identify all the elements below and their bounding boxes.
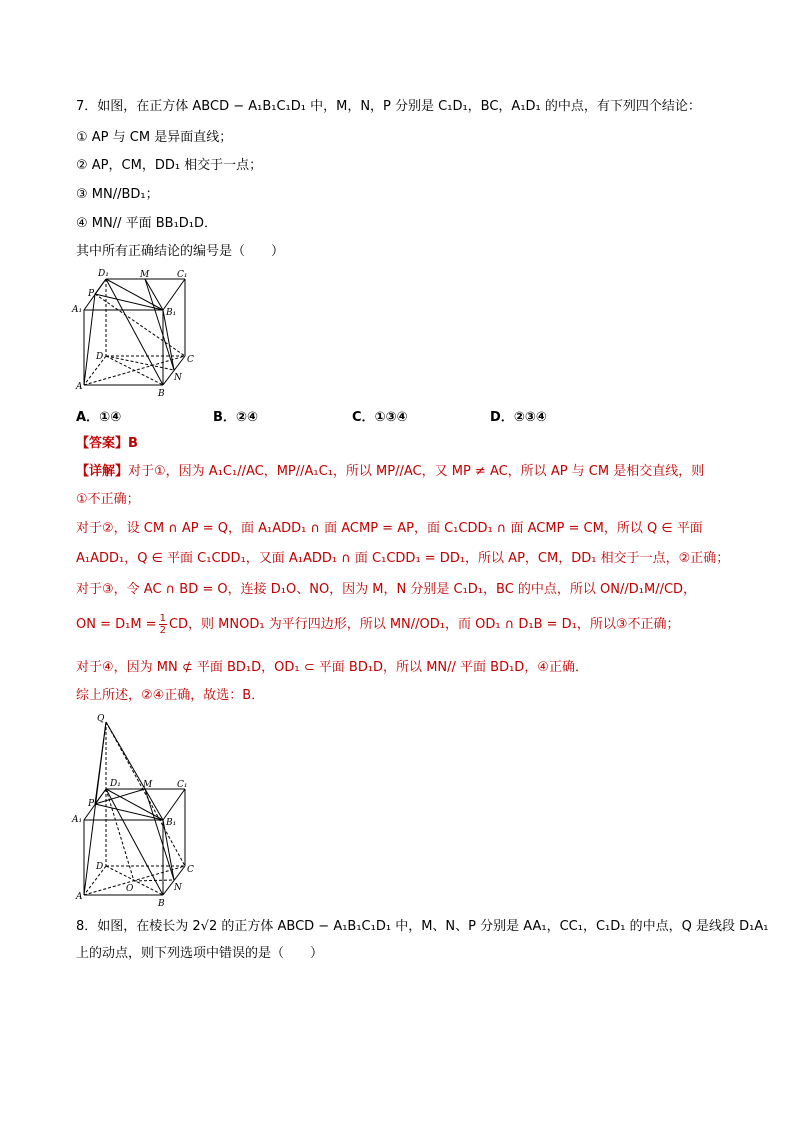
q8-stem-line-1: 8．如图，在棱长为 2√2 的正方体 ABCD − A₁B₁C₁D₁ 中，M、N、P 分别是 AA₁，CC₁，C₁D₁ 的中点，Q 是线段 D₁A₁: [76, 919, 769, 934]
detail-tag: 【详解】: [76, 464, 129, 479]
fig2-label-c: C: [187, 865, 194, 875]
fig1-label-a: A: [76, 382, 83, 392]
fig2-label-a: A: [76, 892, 83, 902]
answer-line: [76, 434, 138, 454]
fig1-label-b1: B₁: [166, 308, 177, 318]
fig2-label-p: P: [88, 799, 95, 809]
detail-line-1: [76, 462, 704, 482]
answer-value: B: [128, 436, 138, 451]
fraction-denominator: 2: [159, 625, 166, 636]
q7-option-a[interactable]: A．①④: [76, 410, 122, 425]
q7-statement-2: ② AP，CM，DD₁ 相交于一点；: [76, 158, 263, 173]
fig1-label-c1: C₁: [177, 270, 188, 280]
detail-line-7: 对于④，因为 MN ⊄ 平面 BD₁D，OD₁ ⊂ 平面 BD₁D，所以 MN// 平面 BD₁D，④正确．: [76, 660, 588, 675]
q7-cube-figure: [70, 268, 200, 403]
q8-stem-line-2: 上的动点，则下列选项中错误的是（ ）: [76, 946, 324, 961]
q7-question: 其中所有正确结论的编号是（ ）: [76, 244, 285, 259]
fraction-one-half: [159, 613, 167, 636]
fig2-label-m: M: [143, 780, 153, 790]
fig1-label-c: C: [187, 355, 194, 365]
fig1-label-n: N: [174, 373, 182, 383]
detail-text-6b: CD，则 MNOD₁ 为平行四边形，所以 MN//OD₁，而 OD₁ ∩ D₁B = D₁，所以③不正确；: [168, 617, 680, 632]
q7-option-b[interactable]: B．②④: [213, 410, 258, 425]
fig1-label-d: D: [96, 352, 104, 362]
fraction-numerator: 1: [159, 613, 166, 624]
fig2-label-n: N: [174, 883, 182, 893]
fig2-label-b: B: [158, 899, 165, 909]
q7-statement-1: ① AP 与 CM 是异面直线；: [76, 130, 233, 145]
q7-statement-4: ④ MN// 平面 BB₁D₁D．: [76, 216, 218, 231]
solution-cube-figure: [70, 710, 200, 910]
answer-tag: 【答案】: [76, 436, 129, 451]
detail-text-1: 对于①，因为 A₁C₁//AC，MP//A₁C₁，所以 MP//AC，又 MP ≠ AC，所以 AP 与 CM 是相交直线，则: [128, 464, 705, 479]
fig1-label-d1: D₁: [98, 269, 109, 279]
fig2-label-d: D: [96, 862, 104, 872]
detail-line-5: 对于③，令 AC ∩ BD = O，连接 D₁O、NO，因为 M，N 分别是 C₁D₁，BC 的中点，所以 ON//D₁M//CD，: [76, 582, 697, 597]
fig1-label-a1: A₁: [72, 305, 83, 315]
fig2-label-a1: A₁: [72, 815, 83, 825]
q7-option-d[interactable]: D．②③④: [490, 410, 547, 425]
detail-line-6: [76, 613, 680, 636]
detail-line-2: ①不正确；: [76, 492, 140, 507]
q7-option-c[interactable]: C．①③④: [352, 410, 408, 425]
fig2-label-c1: C₁: [177, 780, 188, 790]
fig1-label-b: B: [158, 389, 165, 399]
fig2-label-o: O: [126, 884, 134, 894]
fig2-label-b1: B₁: [166, 818, 177, 828]
fig1-label-m: M: [140, 270, 150, 280]
fig2-label-d1: D₁: [110, 779, 121, 789]
fig1-label-p: P: [88, 289, 95, 299]
q7-stem: 7．如图，在正方体 ABCD − A₁B₁C₁D₁ 中，M，N，P 分别是 C₁D₁，BC，A₁D₁ 的中点，有下列四个结论：: [76, 99, 701, 114]
fig2-label-q: Q: [97, 714, 105, 724]
detail-line-3: 对于②，设 CM ∩ AP = Q，面 A₁ADD₁ ∩ 面 ACMP = AP，面 C₁CDD₁ ∩ 面 ACMP = CM，所以 Q ∈ 平面: [76, 521, 703, 536]
detail-line-8: 综上所述，②④正确，故选：B．: [76, 688, 265, 703]
detail-line-4: A₁ADD₁，Q ∈ 平面 C₁CDD₁，又面 A₁ADD₁ ∩ 面 C₁CDD₁ = DD₁，所以 AP，CM，DD₁ 相交于一点，②正确；: [76, 551, 730, 566]
q7-statement-3: ③ MN//BD₁；: [76, 187, 159, 202]
detail-text-6a: ON = D₁M =: [76, 617, 157, 632]
